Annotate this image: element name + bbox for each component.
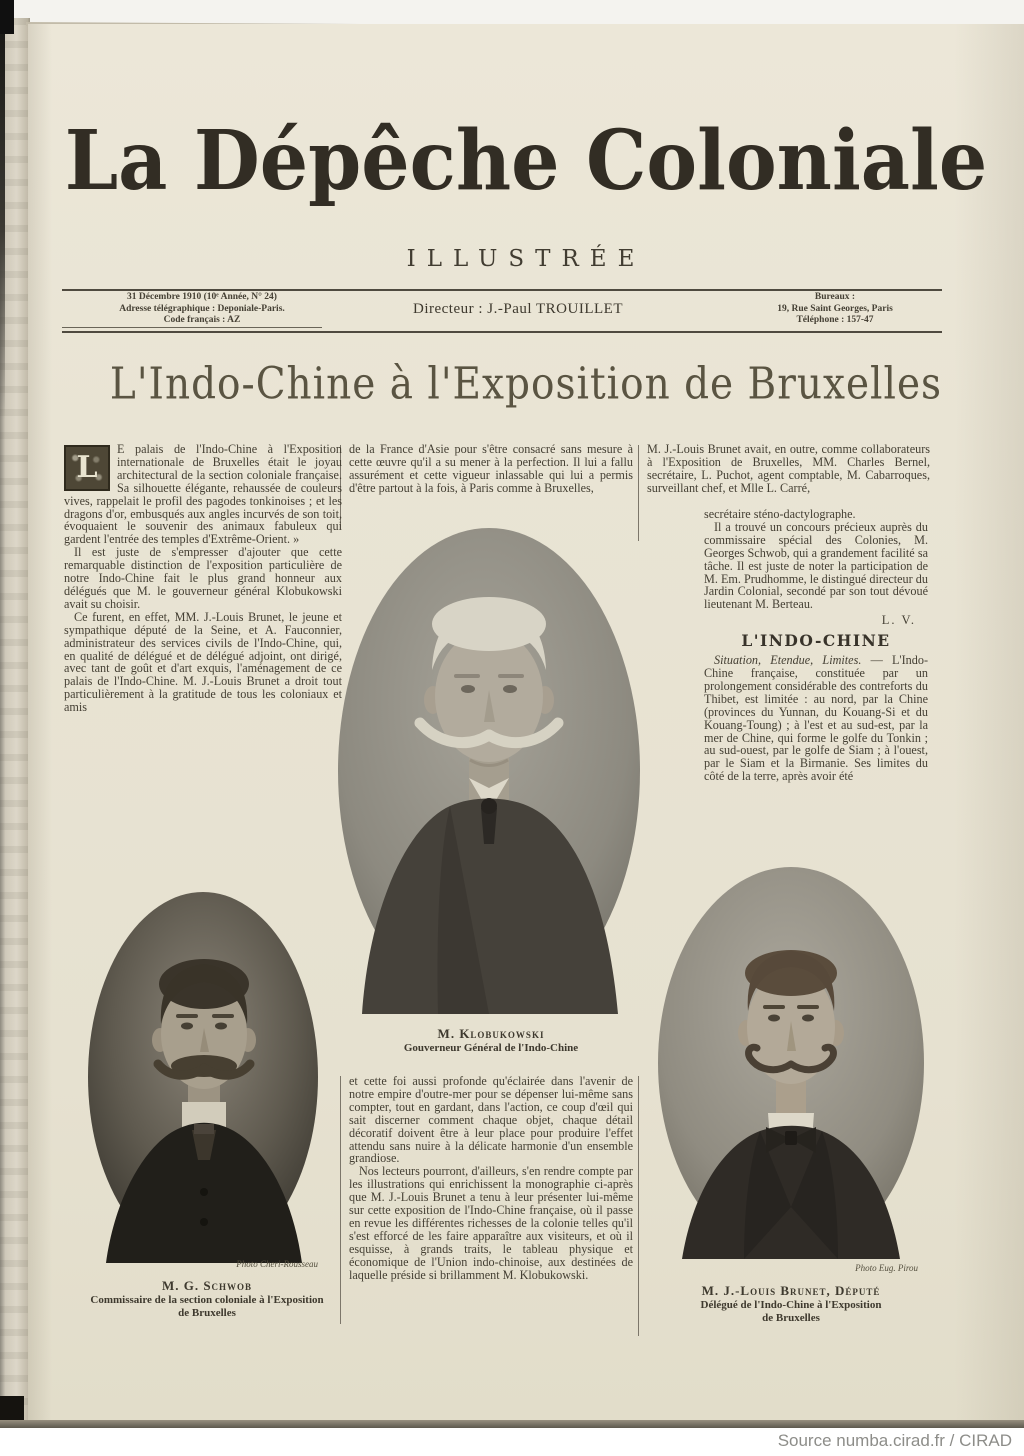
column-2-top (349, 443, 633, 495)
column-3-top (647, 443, 930, 495)
caption-name: M. G. Schwob (161, 1278, 253, 1293)
masthead-title: La Dépêche Coloniale (64, 112, 988, 209)
caption-brunet (648, 1283, 934, 1325)
issue-date: 31 Décembre 1910 (10ᵉ Année, N° 24) (127, 292, 277, 302)
director-line: Directeur : J.-Paul TROUILLET (412, 301, 623, 317)
paragraph: Situation, Etendue, Limites. — L'Indo-Chine française, constituée par un prolongement considérable des contreforts du Thibet, est limitée : au nord, par la Chine (provinces du Yunnan, du Kouang-Si et du Kouang-Toung) ; à l'est et au sud-est, par la mer de Chine, qui forme le golfe du Tonkin ; au sud-ouest, par le golfe de Siam ; à l'ouest, par le Siam et la Birmanie. Ses limites du côté de la terre, après avoir été (704, 653, 928, 784)
paragraph: M. J.-Louis Brunet avait, en outre, comme collaborateurs à l'Exposition de Bruxelles, MM. Charles Bernel, secrétaire, L. Puchot, agent comptable, M. Cabarroques, surveillant chef, et Mlle L. Carré, (647, 442, 930, 495)
paragraph: et cette foi aussi profonde qu'éclairée dans l'avenir de notre empire d'outre-mer pour se dépenser lui-même sans compter, tout en gardant, dans l'action, ce coup d'œil qui sait discerner comment chaque objet, chaque détail décoratif doivent être à leur place pour produire l'effet attendu sans nuire à la délicate harmonie d'un ensemble grandiose. (349, 1074, 633, 1166)
caption-schwob (64, 1278, 350, 1320)
ornamental-dropcap: L (64, 445, 110, 491)
newspaper-page (28, 24, 1024, 1422)
office-address: 19, Rue Saint Georges, Paris (777, 303, 893, 314)
dateline-rule-top (62, 289, 942, 291)
caption-role: Gouverneur Général de l'Indo-Chine (403, 1042, 579, 1054)
masthead-subtitle: ILLUSTRÉE (406, 246, 646, 272)
portrait-photo-klobukowski (338, 528, 640, 1014)
paragraph: Il est juste de s'empresser d'ajouter que cette remarquable distinction de l'exposition particulière de notre Indo-Chine fait le plus grand honneur aux délégués que M. le gouverneur général Klobukowski avait su choisir. (64, 545, 342, 611)
caption-role: Commissaire de la section coloniale à l'Exposition (90, 1294, 324, 1306)
scan-bottom-edge (0, 1420, 1024, 1428)
caption-role: de Bruxelles (762, 1312, 820, 1324)
caption-role: Délégué de l'Indo-Chine à l'Exposition (700, 1299, 882, 1311)
caption-name: M. Klobukowski (437, 1026, 545, 1041)
paragraph: Ce furent, en effet, MM. J.-Louis Brunet, le jeune et sympathique député de la Seine, et A. Fauconnier, administrateur des services civils de l'Indo-Chine, qui, en qualité de délégué et de délégué adjoint, ont dirigé, avec tant de goût et d'art exquis, l'aménagement de ce palais de l'Indo-Chine. M. J.-Louis Brunet a droit tout particulièrement à la gratitude de tous les coloniaux et amis (64, 609, 342, 715)
dateline-office-info (728, 292, 942, 327)
author-initials: L. V. (881, 613, 916, 628)
section-title: L'INDO-CHINE (741, 631, 891, 651)
column-2-bottom (349, 1075, 633, 1282)
caption-role: de Bruxelles (178, 1307, 236, 1319)
column-rule-2-top (638, 445, 639, 541)
column-3-narrow (704, 508, 928, 783)
office-phone: Téléphone : 157-47 (796, 315, 874, 325)
scan-corner-top (0, 0, 14, 34)
dateline-rule-left (62, 327, 322, 328)
telegraph-address: Adresse télégraphique : Deponiale-Paris. (119, 303, 285, 314)
office-label: Bureaux : (814, 292, 856, 302)
paragraph: L E palais de l'Indo-Chine à l'Exposition internationale de Bruxelles était le joyau architectural de la section coloniale française. Sa silhouette élégante, rehaussée de couleurs vives, rappelait le profil des pagodes tonkinoises ; et les dragons d'or, embusqués aux angles incurvés de son toit, évoquaient le souvenir des animaux fabuleux qui gardent l'entrée des temples d'Extrême-Orient. » (64, 442, 342, 547)
photo-credit-left: Photo Cheri-Rousseau (236, 1259, 318, 1269)
portrait-photo-brunet (658, 867, 924, 1259)
photo-credit-right: Photo Eug. Pirou (855, 1263, 918, 1273)
code-line: Code français : AZ (163, 315, 241, 325)
paragraph: Il a trouvé un concours précieux auprès du commissaire spécial des Colonies, M. Georges Schwob, qui a grandement facilité sa tâche. Il est juste de noter la participation de M. Em. Prudhomme, le distingué directeur du Jardin Colonial, secondé par son tout dévoué lieutenant M. Berteau. (704, 519, 928, 612)
column-rule-2-bottom (638, 1076, 639, 1336)
article-headline: L'Indo-Chine à l'Exposition de Bruxelles (109, 359, 943, 410)
dateline-issue-info (72, 292, 332, 327)
caption-name: M. J.-Louis Brunet, Député (701, 1283, 881, 1298)
scan-edge-shadow (0, 0, 5, 420)
caption-klobukowski (348, 1026, 634, 1055)
paragraph: Nos lecteurs pourront, d'ailleurs, s'en rendre compte par les illustrations qui enrichissent la monographie ci-après que M. J.-Louis Brunet a tenu à leur présenter lui-même sur cette exposition de l'Indo-Chine française, où il passe en revue les différentes richesses de la colonie telles qu'il s'est efforcé de les faire apparaître aux visiteurs, et où il esquisse, à grands traits, le tableau physique et économique de l'Union indo-chinoise, aux destinées de laquelle préside si brillamment M. Klobukowski. (349, 1164, 633, 1282)
dateline-rule-bottom (62, 331, 942, 333)
source-attribution: Source numba.cirad.fr / CIRAD (0, 1428, 1024, 1456)
section-lead: Situation, Etendue, Limites. (714, 653, 862, 668)
portrait-photo-schwob (88, 892, 319, 1263)
column-1 (64, 443, 342, 714)
paragraph: secrétaire sténo-dactylographe. (704, 507, 856, 521)
paragraph: de la France d'Asie pour s'être consacré sans mesure à cette œuvre qu'il a su mener à la perfection. Il lui a fallu assurément et cette vigueur inlassable qui lui a permis d'être partout à la fois, à Paris comme à Bruxelles, (349, 442, 633, 495)
